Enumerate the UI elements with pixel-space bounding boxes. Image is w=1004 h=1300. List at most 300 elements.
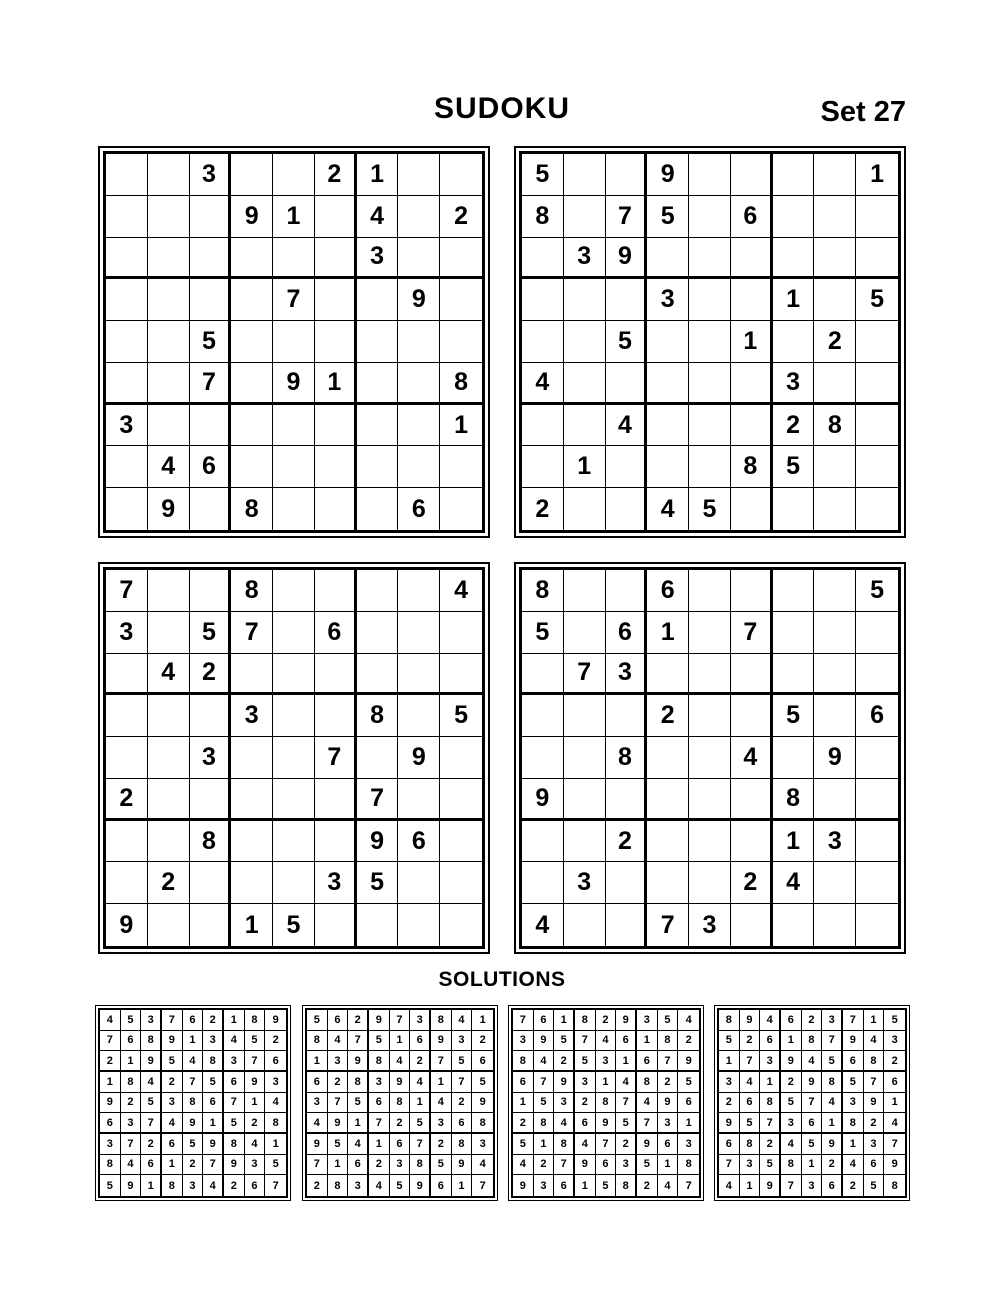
grid-cell: 9 — [265, 1010, 286, 1031]
grid-cell: 1 — [224, 1010, 245, 1031]
grid-cell: 9 — [369, 1010, 390, 1031]
grid-cell: 7 — [534, 1072, 555, 1093]
grid-cell: 7 — [390, 1010, 411, 1031]
grid-cell: 3 — [245, 1155, 266, 1176]
grid-cell: 2 — [884, 1051, 905, 1072]
grid-cell: 1 — [760, 1072, 781, 1093]
grid-cell: 2 — [513, 1113, 534, 1134]
grid-cell — [106, 488, 148, 530]
grid-cell — [315, 238, 357, 280]
grid-cell — [606, 695, 648, 737]
grid-cell: 6 — [647, 570, 689, 612]
grid-cell: 8 — [678, 1155, 699, 1176]
grid-cell — [856, 737, 898, 779]
grid-cell: 9 — [231, 196, 273, 238]
grid-cell: 8 — [596, 1093, 617, 1114]
grid-cell: 4 — [224, 1031, 245, 1052]
solution-board-3 — [508, 1005, 704, 1201]
grid-cell: 9 — [647, 154, 689, 196]
grid-cell: 8 — [141, 1031, 162, 1052]
grid-cell: 2 — [637, 1175, 658, 1196]
grid-cell: 4 — [348, 1134, 369, 1155]
grid-cell: 1 — [781, 1031, 802, 1052]
grid-cell: 7 — [410, 1134, 431, 1155]
grid-cell: 9 — [431, 1031, 452, 1052]
grid-cell: 1 — [822, 1113, 843, 1134]
puzzle-board-3 — [98, 562, 490, 954]
grid-cell: 4 — [647, 488, 689, 530]
grid-cell — [398, 321, 440, 363]
grid-cell: 3 — [596, 1051, 617, 1072]
grid-cell: 7 — [740, 1051, 761, 1072]
grid-cell — [606, 154, 648, 196]
grid-cell: 7 — [647, 904, 689, 946]
grid-cell: 9 — [637, 1134, 658, 1155]
grid-cell: 6 — [369, 1093, 390, 1114]
grid-cell: 3 — [760, 1051, 781, 1072]
grid-cell: 2 — [203, 1010, 224, 1031]
grid-cell — [398, 405, 440, 447]
grid-cell: 9 — [162, 1031, 183, 1052]
grid-cell: 9 — [554, 1072, 575, 1093]
grid-cell — [773, 737, 815, 779]
grid-cell — [564, 737, 606, 779]
grid-cell: 1 — [773, 279, 815, 321]
grid-cell: 2 — [265, 1031, 286, 1052]
grid-cell — [148, 154, 190, 196]
grid-cell: 6 — [348, 1155, 369, 1176]
grid-cell: 3 — [647, 279, 689, 321]
grid-cell: 3 — [315, 862, 357, 904]
grid-cell: 6 — [658, 1134, 679, 1155]
grid-cell — [190, 695, 232, 737]
grid-cell — [814, 862, 856, 904]
grid-cell — [689, 321, 731, 363]
grid-cell — [814, 279, 856, 321]
grid-cell: 7 — [162, 1010, 183, 1031]
grid-cell: 8 — [740, 1134, 761, 1155]
grid-cell: 3 — [689, 904, 731, 946]
grid-cell: 2 — [760, 1134, 781, 1155]
grid-cell: 6 — [554, 1175, 575, 1196]
grid-cell: 7 — [141, 1113, 162, 1134]
grid-cell: 6 — [100, 1113, 121, 1134]
grid-cell — [564, 779, 606, 821]
sudoku-grid — [519, 151, 901, 533]
grid-cell: 7 — [575, 1031, 596, 1052]
grid-cell: 5 — [328, 1134, 349, 1155]
grid-cell: 9 — [203, 1134, 224, 1155]
grid-cell: 2 — [452, 1093, 473, 1114]
grid-cell — [689, 821, 731, 863]
grid-cell: 9 — [245, 1072, 266, 1093]
grid-cell: 8 — [224, 1134, 245, 1155]
grid-cell: 2 — [148, 862, 190, 904]
grid-cell: 9 — [678, 1051, 699, 1072]
grid-cell: 5 — [162, 1051, 183, 1072]
grid-cell: 3 — [190, 737, 232, 779]
grid-cell — [106, 363, 148, 405]
grid-cell: 8 — [575, 1010, 596, 1031]
grid-cell: 3 — [231, 695, 273, 737]
grid-cell: 5 — [348, 1093, 369, 1114]
grid-cell: 6 — [637, 1051, 658, 1072]
grid-cell: 6 — [822, 1175, 843, 1196]
grid-cell: 6 — [431, 1175, 452, 1196]
grid-cell — [856, 405, 898, 447]
grid-cell: 7 — [431, 1051, 452, 1072]
grid-cell — [606, 279, 648, 321]
grid-cell: 2 — [647, 695, 689, 737]
grid-cell — [357, 321, 399, 363]
grid-cell: 5 — [369, 1031, 390, 1052]
grid-cell: 3 — [802, 1175, 823, 1196]
grid-cell — [315, 405, 357, 447]
grid-cell: 3 — [100, 1134, 121, 1155]
grid-cell — [522, 862, 564, 904]
grid-cell: 6 — [760, 1031, 781, 1052]
grid-cell: 9 — [410, 1175, 431, 1196]
grid-cell — [106, 238, 148, 280]
grid-cell — [440, 779, 482, 821]
grid-cell: 4 — [431, 1093, 452, 1114]
grid-cell: 1 — [141, 1175, 162, 1196]
grid-cell — [689, 446, 731, 488]
grid-cell — [357, 570, 399, 612]
grid-cell: 3 — [410, 1010, 431, 1031]
grid-cell: 6 — [245, 1175, 266, 1196]
grid-cell: 6 — [315, 612, 357, 654]
grid-cell — [357, 488, 399, 530]
grid-cell: 1 — [564, 446, 606, 488]
grid-cell: 3 — [678, 1134, 699, 1155]
grid-cell: 4 — [731, 737, 773, 779]
grid-cell — [647, 779, 689, 821]
grid-cell: 9 — [760, 1175, 781, 1196]
grid-cell: 9 — [513, 1175, 534, 1196]
grid-cell — [357, 904, 399, 946]
grid-cell: 1 — [162, 1155, 183, 1176]
grid-cell — [564, 321, 606, 363]
grid-cell — [522, 238, 564, 280]
grid-cell — [647, 862, 689, 904]
grid-cell — [814, 446, 856, 488]
grid-cell: 7 — [658, 1051, 679, 1072]
grid-cell — [731, 405, 773, 447]
grid-cell: 6 — [616, 1031, 637, 1052]
grid-cell: 9 — [472, 1093, 493, 1114]
grid-cell — [357, 405, 399, 447]
grid-cell: 6 — [265, 1051, 286, 1072]
grid-cell — [731, 279, 773, 321]
grid-cell — [106, 654, 148, 696]
grid-cell — [357, 363, 399, 405]
grid-cell: 5 — [410, 1113, 431, 1134]
grid-cell: 2 — [596, 1010, 617, 1031]
grid-cell: 2 — [431, 1134, 452, 1155]
grid-cell — [856, 321, 898, 363]
grid-cell: 8 — [534, 1113, 555, 1134]
grid-cell: 9 — [534, 1031, 555, 1052]
grid-cell: 5 — [431, 1155, 452, 1176]
grid-cell: 2 — [328, 1072, 349, 1093]
grid-cell — [814, 612, 856, 654]
grid-cell: 8 — [348, 1072, 369, 1093]
grid-cell — [440, 238, 482, 280]
grid-cell: 8 — [245, 1010, 266, 1031]
grid-cell: 5 — [554, 1031, 575, 1052]
grid-cell: 1 — [856, 154, 898, 196]
grid-cell — [564, 196, 606, 238]
grid-cell: 6 — [121, 1031, 142, 1052]
grid-cell: 9 — [273, 363, 315, 405]
grid-cell — [689, 570, 731, 612]
grid-cell: 2 — [731, 862, 773, 904]
grid-cell — [440, 154, 482, 196]
grid-cell — [315, 321, 357, 363]
grid-cell: 9 — [781, 1051, 802, 1072]
grid-cell: 1 — [357, 154, 399, 196]
grid-cell: 1 — [513, 1093, 534, 1114]
grid-cell: 5 — [773, 446, 815, 488]
grid-cell — [190, 238, 232, 280]
grid-cell: 1 — [348, 1113, 369, 1134]
grid-cell: 4 — [100, 1010, 121, 1031]
grid-cell: 2 — [575, 1093, 596, 1114]
grid-cell — [315, 904, 357, 946]
grid-cell: 8 — [183, 1093, 204, 1114]
grid-cell — [231, 238, 273, 280]
grid-cell: 3 — [781, 1113, 802, 1134]
grid-cell: 6 — [183, 1010, 204, 1031]
grid-cell: 1 — [440, 405, 482, 447]
grid-cell — [148, 321, 190, 363]
grid-cell: 7 — [307, 1155, 328, 1176]
solution-board-2 — [302, 1005, 498, 1201]
grid-cell: 3 — [348, 1175, 369, 1196]
grid-cell — [148, 821, 190, 863]
grid-cell: 7 — [100, 1031, 121, 1052]
grid-cell: 2 — [781, 1072, 802, 1093]
grid-cell: 9 — [719, 1113, 740, 1134]
grid-cell: 1 — [575, 1175, 596, 1196]
grid-cell — [231, 154, 273, 196]
grid-cell: 4 — [121, 1155, 142, 1176]
grid-cell — [398, 654, 440, 696]
grid-cell: 3 — [606, 654, 648, 696]
sudoku-grid — [511, 1008, 701, 1198]
grid-cell: 2 — [390, 1113, 411, 1134]
grid-cell: 2 — [369, 1155, 390, 1176]
grid-cell: 1 — [773, 821, 815, 863]
grid-cell: 8 — [814, 405, 856, 447]
grid-cell: 2 — [606, 821, 648, 863]
grid-cell: 9 — [398, 737, 440, 779]
grid-cell: 2 — [616, 1134, 637, 1155]
grid-cell: 4 — [183, 1051, 204, 1072]
grid-cell: 5 — [802, 1134, 823, 1155]
grid-cell: 2 — [773, 405, 815, 447]
grid-cell: 3 — [452, 1031, 473, 1052]
grid-cell: 3 — [106, 612, 148, 654]
sudoku-grid — [717, 1008, 907, 1198]
grid-cell: 2 — [554, 1051, 575, 1072]
grid-cell: 7 — [328, 1093, 349, 1114]
grid-cell: 2 — [162, 1072, 183, 1093]
grid-cell — [564, 405, 606, 447]
grid-cell: 9 — [822, 1134, 843, 1155]
grid-cell — [148, 779, 190, 821]
grid-cell: 5 — [273, 904, 315, 946]
grid-cell — [773, 238, 815, 280]
grid-cell: 4 — [245, 1134, 266, 1155]
grid-cell — [564, 612, 606, 654]
grid-cell: 2 — [315, 154, 357, 196]
grid-cell: 3 — [616, 1155, 637, 1176]
grid-cell: 4 — [822, 1093, 843, 1114]
grid-cell: 9 — [575, 1155, 596, 1176]
grid-cell: 7 — [864, 1072, 885, 1093]
grid-cell: 1 — [864, 1010, 885, 1031]
grid-cell: 5 — [224, 1113, 245, 1134]
grid-cell — [856, 779, 898, 821]
grid-cell — [522, 279, 564, 321]
grid-cell: 7 — [357, 779, 399, 821]
grid-cell: 6 — [390, 1134, 411, 1155]
grid-cell — [148, 279, 190, 321]
grid-cell — [398, 779, 440, 821]
grid-cell — [231, 279, 273, 321]
grid-cell: 6 — [513, 1072, 534, 1093]
grid-cell: 4 — [307, 1113, 328, 1134]
grid-cell — [440, 279, 482, 321]
grid-cell — [273, 154, 315, 196]
grid-cell: 7 — [637, 1113, 658, 1134]
grid-cell: 4 — [864, 1031, 885, 1052]
grid-cell: 9 — [390, 1072, 411, 1093]
grid-cell: 8 — [357, 695, 399, 737]
grid-cell — [773, 612, 815, 654]
grid-cell: 3 — [637, 1010, 658, 1031]
grid-cell — [398, 363, 440, 405]
grid-cell: 5 — [822, 1051, 843, 1072]
grid-cell: 4 — [781, 1134, 802, 1155]
grid-cell — [440, 654, 482, 696]
sudoku-grid — [103, 151, 485, 533]
grid-cell — [606, 904, 648, 946]
grid-cell — [190, 779, 232, 821]
grid-cell — [689, 862, 731, 904]
grid-cell — [190, 196, 232, 238]
grid-cell: 9 — [121, 1175, 142, 1196]
grid-cell: 8 — [328, 1175, 349, 1196]
grid-cell: 7 — [802, 1093, 823, 1114]
grid-cell: 4 — [554, 1113, 575, 1134]
grid-cell: 9 — [606, 238, 648, 280]
grid-cell: 3 — [534, 1175, 555, 1196]
grid-cell: 7 — [554, 1155, 575, 1176]
grid-cell — [689, 779, 731, 821]
grid-cell: 6 — [781, 1010, 802, 1031]
grid-cell: 4 — [522, 904, 564, 946]
grid-cell — [398, 446, 440, 488]
grid-cell: 7 — [513, 1010, 534, 1031]
grid-cell: 8 — [513, 1051, 534, 1072]
grid-cell: 8 — [231, 570, 273, 612]
grid-cell — [522, 405, 564, 447]
grid-cell — [398, 612, 440, 654]
grid-cell — [398, 862, 440, 904]
grid-cell: 3 — [106, 405, 148, 447]
grid-cell: 2 — [472, 1031, 493, 1052]
grid-cell — [689, 238, 731, 280]
grid-cell: 3 — [564, 238, 606, 280]
grid-cell — [273, 695, 315, 737]
grid-cell: 2 — [658, 1072, 679, 1093]
puzzle-board-4 — [514, 562, 906, 954]
grid-cell — [190, 405, 232, 447]
grid-cell: 2 — [814, 321, 856, 363]
grid-cell — [564, 279, 606, 321]
grid-cell — [814, 779, 856, 821]
grid-cell: 3 — [307, 1093, 328, 1114]
grid-cell — [689, 363, 731, 405]
grid-cell: 7 — [273, 279, 315, 321]
grid-cell — [522, 654, 564, 696]
grid-cell: 5 — [141, 1093, 162, 1114]
grid-cell: 6 — [719, 1134, 740, 1155]
grid-cell: 6 — [224, 1072, 245, 1093]
grid-cell: 6 — [731, 196, 773, 238]
grid-cell: 1 — [183, 1031, 204, 1052]
grid-cell — [856, 196, 898, 238]
grid-cell: 4 — [843, 1155, 864, 1176]
grid-cell — [440, 821, 482, 863]
grid-cell: 4 — [884, 1113, 905, 1134]
grid-cell: 1 — [843, 1134, 864, 1155]
grid-cell — [273, 238, 315, 280]
grid-cell: 3 — [328, 1051, 349, 1072]
grid-cell — [731, 695, 773, 737]
grid-cell — [773, 196, 815, 238]
grid-cell: 1 — [307, 1051, 328, 1072]
sudoku-grid — [103, 567, 485, 949]
grid-cell: 2 — [106, 779, 148, 821]
grid-cell — [564, 821, 606, 863]
grid-cell: 8 — [369, 1051, 390, 1072]
grid-cell: 4 — [802, 1051, 823, 1072]
grid-cell: 3 — [564, 862, 606, 904]
grid-cell — [148, 737, 190, 779]
grid-cell: 5 — [452, 1051, 473, 1072]
grid-cell — [731, 238, 773, 280]
grid-cell: 5 — [357, 862, 399, 904]
grid-cell: 2 — [141, 1134, 162, 1155]
grid-cell: 1 — [534, 1134, 555, 1155]
grid-cell: 4 — [773, 862, 815, 904]
grid-cell: 9 — [740, 1010, 761, 1031]
grid-cell — [522, 695, 564, 737]
grid-cell: 6 — [307, 1072, 328, 1093]
grid-cell — [398, 570, 440, 612]
grid-cell: 3 — [773, 363, 815, 405]
grid-cell: 7 — [315, 737, 357, 779]
grid-cell: 3 — [884, 1031, 905, 1052]
grid-cell: 1 — [616, 1051, 637, 1072]
grid-cell: 5 — [658, 1010, 679, 1031]
grid-cell — [315, 279, 357, 321]
grid-cell — [606, 570, 648, 612]
